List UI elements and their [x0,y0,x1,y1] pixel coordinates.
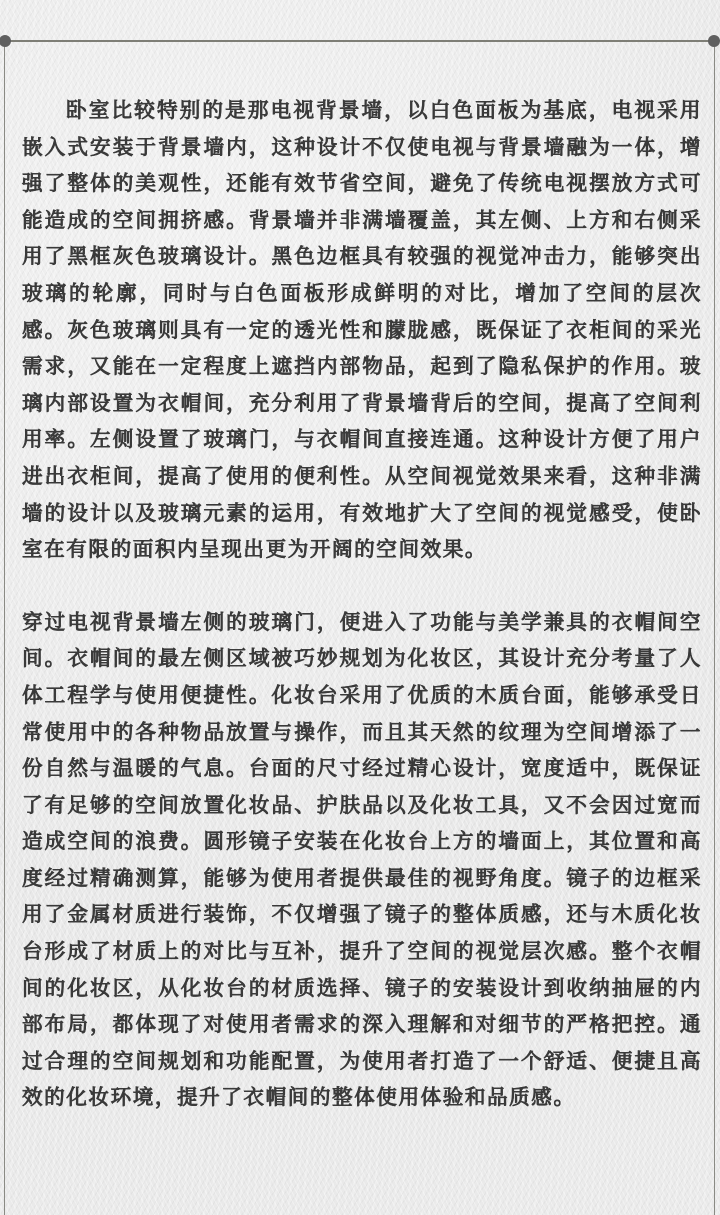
paragraph-cloakroom-vanity: 穿过电视背景墙左侧的玻璃门，便进入了功能与美学兼具的衣帽间空间。衣帽间的最左侧区域被巧妙规划为化妆区，其设计充分考量了人体工程学与使用便捷性。化妆台采用了优质的木质台面，能够承受日常使用中的各种物品放置与操作，而且其天然的纹理为空间增添了一份自然与温暖的气息。台面的尺寸经过精心设计，宽度适中，既保证了有足够的空间放置化妆品、护肤品以及化妆工具，又不会因过宽而造成空间的浪费。圆形镜子安装在化妆台上方的墙面上，其位置和高度经过精确测算，能够为使用者提供最佳的视野角度。镜子的边框采用了金属材质进行装饰，不仅增强了镜子的整体质感，还与木质化妆台形成了材质上的对比与互补，提升了空间的视觉层次感。整个衣帽间的化妆区，从化妆台的材质选择、镜子的安装设计到收纳抽屉的内部布局，都体现了对使用者需求的深入理解和对细节的严格把控。通过合理的空间规划和功能配置，为使用者打造了一个舒适、便捷且高效的化妆环境，提升了衣帽间的整体使用体验和品质感。 [22,609,702,1110]
article-body [22,92,702,1116]
paragraph-tv-wall: 卧室比较特别的是那电视背景墙，以白色面板为基底，电视采用嵌入式安装于背景墙内，这种设计不仅使电视与背景墙融为一体，增强了整体的美观性，还能有效节省空间，避免了传统电视摆放方式可能造成的空间拥挤感。背景墙并非满墙覆盖，其左侧、上方和右侧采用了黑框灰色玻璃设计。黑色边框具有较强的视觉冲击力，能够突出玻璃的轮廓，同时与白色面板形成鲜明的对比，增加了空间的层次感。灰色玻璃则具有一定的透光性和朦胧感，既保证了衣柜间的采光需求，又能在一定程度上遮挡内部物品，起到了隐私保护的作用。玻璃内部设置为衣帽间，充分利用了背景墙背后的空间，提高了空间利用率。左侧设置了玻璃门，与衣帽间直接连通。这种设计方便了用户进出衣柜间，提高了使用的便利性。从空间视觉效果来看，这种非满墙的设计以及玻璃元素的运用，有效地扩大了空间的视觉感受，使卧室在有限的面积内呈现出更为开阔的空间效果。 [22,98,702,562]
frame-left-line [4,41,5,1215]
frame-right-dot-icon [708,35,720,47]
frame-right-line [714,41,715,1215]
frame-left-dot-icon [0,35,11,47]
paragraph-spacer [22,568,702,604]
frame-top-line [5,40,714,42]
